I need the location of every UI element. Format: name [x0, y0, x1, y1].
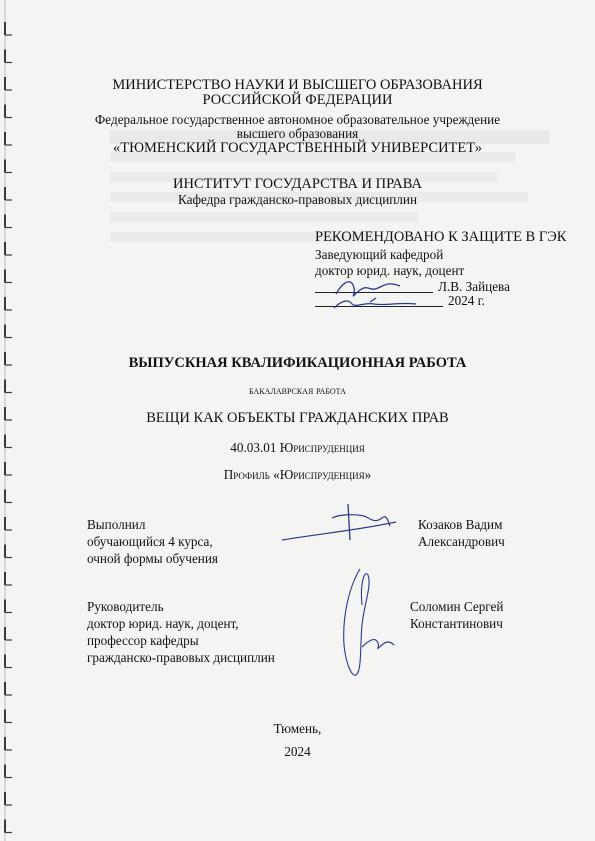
- department-name: Кафедра гражданско-правовых дисциплин: [177, 192, 418, 207]
- program-profile: Профиль «Юриспруденция»: [223, 467, 372, 482]
- approval-role: Заведующий кафедрой: [315, 247, 444, 262]
- program-code: 40.03.01 Юриспруденция: [230, 440, 365, 455]
- supervisor-name-line-1: Соломин Сергей: [410, 599, 504, 614]
- org-type-line-1: Федеральное государственное автономное образовательное учреждение: [94, 112, 501, 127]
- supervisor-degree: доктор юрид. наук, доцент,: [87, 616, 239, 631]
- supervisor-position: профессор кафедры: [87, 633, 199, 648]
- head-signature-icon: [330, 272, 440, 312]
- author-label: Выполнил: [87, 517, 146, 532]
- approval-title: РЕКОМЕНДОВАНО К ЗАЩИТЕ В ГЭК: [315, 229, 567, 245]
- author-name-line-2: Александрович: [418, 534, 505, 549]
- footer-year: 2024: [284, 744, 311, 759]
- ministry-line-1: МИНИСТЕРСТВО НАУКИ И ВЫСШЕГО ОБРАЗОВАНИЯ: [112, 77, 483, 93]
- supervisor-label: Руководитель: [87, 599, 164, 614]
- supervisor-department: гражданско-правовых дисциплин: [87, 650, 275, 665]
- author-signature-icon: [278, 500, 408, 550]
- approval-name: Л.В. Зайцева: [438, 279, 510, 294]
- approval-year: 2024 г.: [448, 293, 485, 308]
- author-name-line-1: Козаков Вадим: [418, 517, 503, 532]
- author-form: очной формы обучения: [87, 551, 218, 566]
- university-name: «ТЮМЕНСКИЙ ГОСУДАРСТВЕННЫЙ УНИВЕРСИТЕТ»: [112, 140, 482, 156]
- footer-city: Тюмень,: [273, 721, 322, 736]
- approval-degree: доктор юрид. наук, доцент: [315, 263, 465, 278]
- work-type: ВЫПУСКНАЯ КВАЛИФИКАЦИОННАЯ РАБОТА: [128, 355, 467, 371]
- ministry-line-2: РОССИЙСКОЙ ФЕДЕРАЦИИ: [202, 92, 393, 108]
- author-details: обучающийся 4 курса,: [87, 534, 213, 549]
- org-type-line-2: высшего образования: [236, 126, 359, 141]
- supervisor-signature-icon: [320, 565, 400, 685]
- work-title: ВЕЩИ КАК ОБЪЕКТЫ ГРАЖДАНСКИХ ПРАВ: [146, 410, 449, 426]
- institute-name: ИНСТИТУТ ГОСУДАРСТВА И ПРАВА: [173, 176, 422, 192]
- supervisor-name-line-2: Константинович: [410, 616, 503, 631]
- work-subtype: бакалаврская работа: [249, 385, 346, 397]
